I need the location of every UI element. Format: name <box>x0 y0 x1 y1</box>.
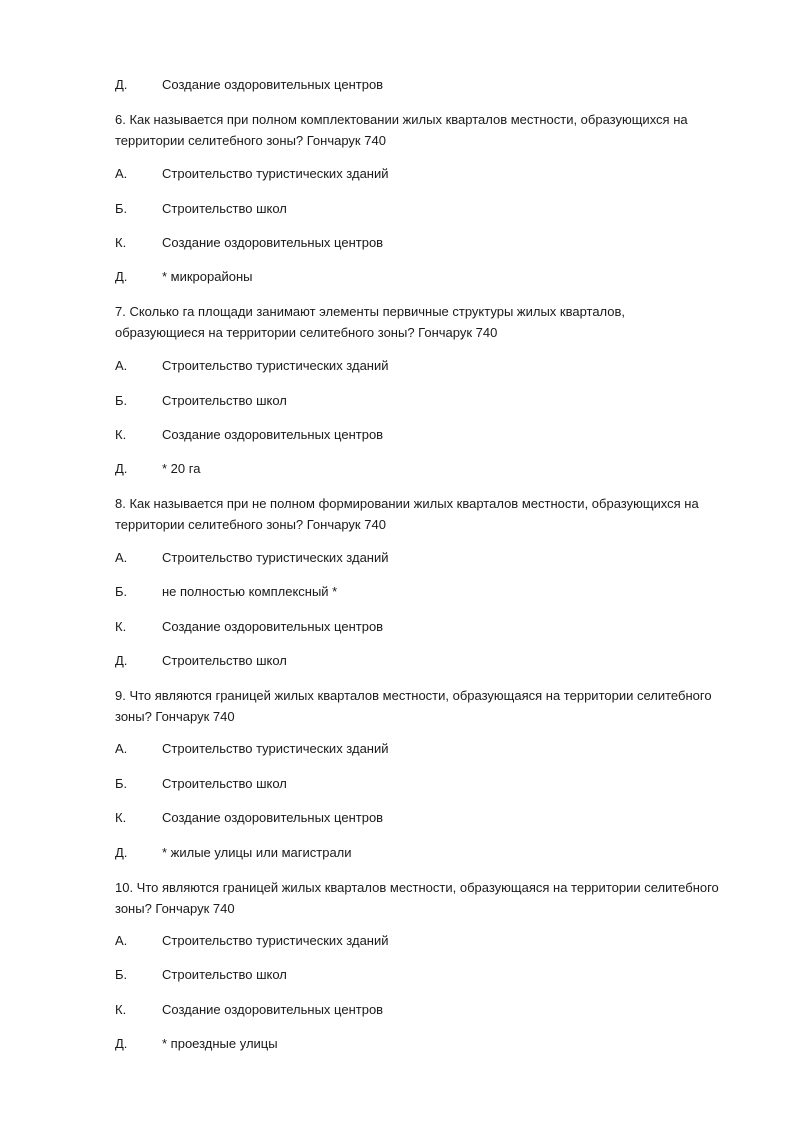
answer-option <box>0 582 800 602</box>
option-text: * проездные улицы <box>162 1036 278 1051</box>
option-letter: Д. <box>115 269 128 284</box>
option-text: Строительство школ <box>162 653 287 668</box>
question-7-option-d <box>0 459 800 479</box>
answer-option <box>0 164 800 184</box>
option-text: Строительство туристических зданий <box>162 550 389 565</box>
question-line: зоны? Гончарук 740 <box>115 709 235 724</box>
option-text: Создание оздоровительных центров <box>162 810 384 825</box>
option-letter: А. <box>115 550 128 565</box>
option-text: Создание оздоровительных центров <box>162 77 384 92</box>
question-9-option-d <box>0 843 800 863</box>
option-text: Создание оздоровительных центров <box>162 1002 384 1017</box>
option-letter: А. <box>115 166 128 181</box>
question-8-option-a <box>0 548 800 568</box>
answer-option <box>0 199 800 219</box>
question-line: территории селитебного зоны? Гончарук 740 <box>115 133 386 148</box>
question-10-option-a <box>0 931 800 951</box>
option-letter: Д. <box>115 653 128 668</box>
question-10-option-d <box>0 1034 800 1054</box>
option-letter: Д. <box>115 77 128 92</box>
question-7-option-k <box>0 425 800 445</box>
option-letter: Б. <box>115 776 128 791</box>
option-text: Строительство школ <box>162 201 287 216</box>
option-letter: Д. <box>115 1036 128 1051</box>
answer-option <box>0 774 800 794</box>
option-text: * микрорайоны <box>162 269 253 284</box>
option-text: Строительство школ <box>162 393 287 408</box>
option-letter: К. <box>115 235 127 250</box>
option-letter: Б. <box>115 393 128 408</box>
option-letter: Б. <box>115 584 128 599</box>
answer-option <box>0 843 800 863</box>
question-9-option-b <box>0 774 800 794</box>
answer-option <box>0 651 800 671</box>
question-9-option-a <box>0 739 800 759</box>
option-text: Строительство школ <box>162 967 287 982</box>
question-line: 9. Что являются границей жилых кварталов местности, образующаяся на территории селитебного <box>115 688 712 703</box>
question-8-option-k <box>0 617 800 637</box>
answer-option <box>0 459 800 479</box>
option-letter: Б. <box>115 967 128 982</box>
question-line: 6. Как называется при полном комплектовании жилых кварталов местности, образующихся на <box>115 112 688 127</box>
question-7-option-a <box>0 356 800 376</box>
question-6-text <box>115 109 755 151</box>
option-letter: Б. <box>115 201 128 216</box>
option-text: Строительство туристических зданий <box>162 166 389 181</box>
question-line: 10. Что являются границей жилых кварталов местности, образующаяся на территории селитебного <box>115 880 719 895</box>
answer-option <box>0 75 800 95</box>
question-6-option-d <box>0 267 800 287</box>
option-letter: А. <box>115 741 128 756</box>
answer-option <box>0 267 800 287</box>
question-line: 7. Сколько га площади занимают элементы первичные структуры жилых кварталов, <box>115 304 626 319</box>
option-letter: А. <box>115 933 128 948</box>
question-line: зоны? Гончарук 740 <box>115 901 235 916</box>
question-10-option-k <box>0 1000 800 1020</box>
question-10-option-b <box>0 965 800 985</box>
option-letter: К. <box>115 1002 127 1017</box>
answer-option <box>0 391 800 411</box>
question-9-option-k <box>0 808 800 828</box>
question-6-option-b <box>0 199 800 219</box>
answer-option <box>0 233 800 253</box>
question-10-text <box>115 877 755 919</box>
answer-option <box>0 808 800 828</box>
option-text: Строительство туристических зданий <box>162 741 389 756</box>
question-line: 8. Как называется при не полном формировании жилых кварталов местности, образующихся на <box>115 496 699 511</box>
question-6-option-a <box>0 164 800 184</box>
answer-option <box>0 548 800 568</box>
option-letter: А. <box>115 358 128 373</box>
option-text: Создание оздоровительных центров <box>162 619 384 634</box>
answer-option <box>0 1034 800 1054</box>
answer-option <box>0 617 800 637</box>
option-text: Строительство школ <box>162 776 287 791</box>
answer-option <box>0 965 800 985</box>
option-letter: К. <box>115 619 127 634</box>
question-7-text <box>115 301 755 343</box>
answer-option <box>0 1000 800 1020</box>
option-text: Строительство туристических зданий <box>162 358 389 373</box>
option-text: Строительство туристических зданий <box>162 933 389 948</box>
question-line: образующиеся на территории селитебного зоны? Гончарук 740 <box>115 325 498 340</box>
option-text: Создание оздоровительных центров <box>162 427 384 442</box>
answer-option <box>0 356 800 376</box>
option-letter: К. <box>115 810 127 825</box>
option-letter: Д. <box>115 845 128 860</box>
option-letter: К. <box>115 427 127 442</box>
question-9-text <box>115 685 755 727</box>
question-6-option-k <box>0 233 800 253</box>
option-text: не полностью комплексный * <box>162 584 338 599</box>
answer-option <box>0 739 800 759</box>
option-text: * 20 га <box>162 461 201 476</box>
option-text: Создание оздоровительных центров <box>162 235 384 250</box>
option-letter: Д. <box>115 461 128 476</box>
question-8-option-b <box>0 582 800 602</box>
question-8-text <box>115 493 755 535</box>
answer-option <box>0 425 800 445</box>
option-text: * жилые улицы или магистрали <box>162 845 352 860</box>
answer-option <box>0 931 800 951</box>
question-8-option-d <box>0 651 800 671</box>
lead-option <box>0 75 800 95</box>
question-7-option-b <box>0 391 800 411</box>
question-line: территории селитебного зоны? Гончарук 740 <box>115 517 386 532</box>
